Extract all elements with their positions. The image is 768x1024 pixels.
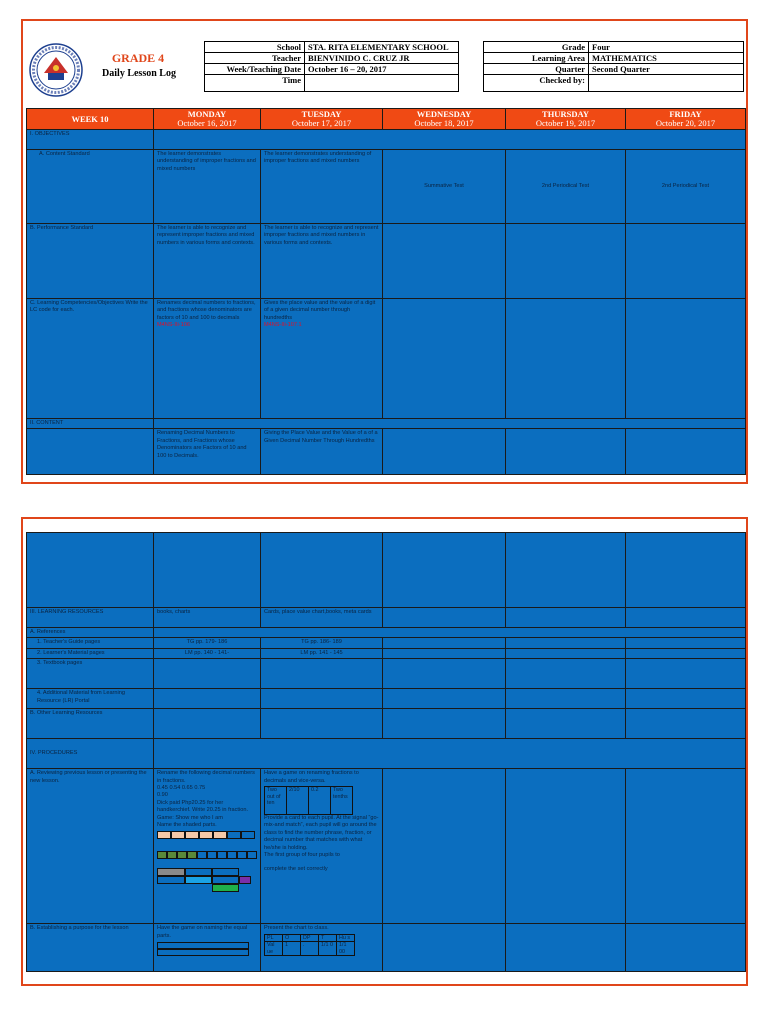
content-monday: Renaming Decimal Numbers to Fractions, and Fractions whose Denominators are Factors of 10 and 100 to Decimals. [154,429,261,475]
match-card: Two tenths [331,787,353,815]
shaded-parts-row-5 [212,884,257,892]
school-info-table [204,41,459,92]
purpose-wednesday [383,924,506,972]
review-line: Game: Show me who I am [157,814,223,821]
resources-tuesday: Cards, place value chart,books, meta cards [261,608,383,628]
purpose-text: Present the chart to class. [264,925,329,932]
competencies-wednesday [383,299,506,419]
shaded-parts-row-1 [157,831,257,839]
time-label: Time [205,75,305,92]
shaded-block [157,831,171,839]
unshaded-block [185,868,212,876]
day-name: WEDNESDAY [416,109,472,119]
review-instructions-2: The first group of four pupils to [264,852,340,859]
lm-pages-thursday [506,648,626,658]
match-card: 2/10 [287,787,309,815]
procedures-span-cell [154,739,746,769]
day-date: October 20, 2017 [655,118,716,128]
day-header-tuesday [261,109,383,130]
procedures-heading: IV. PROCEDURES [27,739,154,769]
tg-pages-label: 1. Teacher's Guide pages [27,638,154,648]
references-span-cell [154,628,746,638]
objectives-span-cell [154,130,746,150]
performance-standard-thursday [506,224,626,299]
other-resources-monday [154,709,261,739]
tg-pages-wednesday [383,638,506,648]
other-resources-label: B. Other Learning Resources [27,709,154,739]
textbook-wednesday [383,659,506,689]
review-line: Dick paid Php20.25 for her handkerchief. Write 20.25 in fraction. [157,799,248,814]
textbook-monday [154,659,261,689]
daily-lesson-log-title: Daily Lesson Log [102,68,176,79]
references-heading: A. References [27,628,154,638]
teacher-value: BIENVINIDO C. CRUZ JR [305,53,459,64]
lc-code: M4NS-IIi-107.1 [264,322,302,329]
content-standard-tuesday: The learner demonstrates understanding of improper fractions and mixed numbers [261,150,383,224]
content-tuesday: Giving the Place Value and the Value of a of a Given Decimal Number Through Hundredths [261,429,383,475]
unshaded-block [212,876,239,884]
lc-code: M4NS-IIi-106 [157,322,190,329]
unshaded-block [207,851,217,859]
content-wednesday [383,429,506,475]
review-intro: Have a game on renaming fractions to decimals and vice-versa. [264,770,359,784]
teacher-label: Teacher [205,53,305,64]
chart-value-cell: 1/1 00 [337,942,355,956]
equal-part-box [157,942,249,949]
week-label: WEEK 10 [27,109,154,130]
content-span-cell [154,419,746,429]
tg-pages-thursday [506,638,626,648]
day-date: October 17, 2017 [291,118,352,128]
lesson-grid-page-2 [26,532,746,972]
day-name: FRIDAY [669,109,702,119]
grade-label: Grade [484,42,589,53]
content-standard-friday: 2nd Periodical Test [626,150,746,224]
day-header-friday [626,109,746,130]
shaded-block [199,831,213,839]
competencies-friday [626,299,746,419]
performance-standard-label: B. Performance Standard [27,224,154,299]
equal-parts-boxes [157,942,257,949]
learning-resources-heading: III. LEARNING RESOURCES [27,608,154,628]
review-instructions: Provide a card to each pupil. At the signal “go-mix-and match”, each pupil will go around the class to find the number phrase, fraction, or decimal number that matches with what he/she is holding. [264,815,379,851]
checked-by-label: Checked by: [484,75,589,92]
day-header-wednesday [383,109,506,130]
chart-header-cell: O [283,934,301,942]
day-date: October 16, 2017 [177,118,237,128]
content-standard-monday: The learner demonstrates understanding of improper fractions and mixed numbers [154,150,261,224]
shaded-block [185,876,212,884]
purpose-friday [626,924,746,972]
review-line: Rename the following decimal numbers in fractions. [157,770,255,784]
shaded-block [213,831,227,839]
shaded-block [157,851,167,859]
day-header-thursday [506,109,626,130]
equal-parts-boxes [157,949,257,956]
continued-cell [154,533,261,608]
lr-portal-thursday [506,689,626,709]
grade-value: Four [589,42,744,53]
other-resources-friday [626,709,746,739]
purpose-monday [154,924,261,972]
grade-info-table [483,41,744,92]
unshaded-block [157,876,185,884]
review-line: 0.45 0.54 0.65 0.75 [157,785,206,792]
continued-cell [626,533,746,608]
shaded-block [157,868,185,876]
review-line: Name the shaded parts. [157,822,217,829]
review-monday [154,769,261,924]
school-value: STA. RITA ELEMENTARY SCHOOL [305,42,459,53]
shaded-block [239,876,251,884]
textbook-pages-label: 3. Textbook pages [27,659,154,689]
unshaded-block [217,851,227,859]
chart-header-cell: DP [301,934,319,942]
chart-header-cell: T [319,934,337,942]
performance-standard-tuesday: The learner is able to recognize and represent improper fractions and mixed numbers in various forms and contexts. [261,224,383,299]
content-thursday [506,429,626,475]
shaded-block [185,831,199,839]
other-resources-wednesday [383,709,506,739]
day-date: October 19, 2017 [535,118,596,128]
continued-cell [27,533,154,608]
purpose-label: B. Establishing a purpose for the lesson [27,924,154,972]
purpose-text: Have the game on naming the equal parts. [157,925,248,939]
content-standard-label: A. Content Standard [27,150,154,224]
competency-text: Renames decimal numbers to fractions, and fractions whose denominators are factors of 10 and 100 to decimals [157,300,256,321]
lr-portal-tuesday [261,689,383,709]
review-friday [626,769,746,924]
chart-value-cell: 1/1 0 [319,942,337,956]
shaded-block [212,884,239,892]
other-resources-thursday [506,709,626,739]
lm-pages-wednesday [383,648,506,658]
lesson-grid-page-1 [26,108,746,475]
review-wednesday [383,769,506,924]
shaded-block [187,851,197,859]
resources-friday [626,608,746,628]
match-card: Two out of ten [265,787,287,815]
day-name: THURSDAY [542,109,589,119]
tg-pages-friday [626,638,746,648]
unshaded-block [237,851,247,859]
day-name: TUESDAY [301,109,342,119]
content-friday [626,429,746,475]
competency-text: Gives the place value and the value of a digit of a given decimal number through hundredths [264,300,376,321]
place-value-chart [264,934,355,957]
match-card: 0.2 [309,787,331,815]
other-resources-tuesday [261,709,383,739]
content-heading: II. CONTENT [27,419,154,429]
checked-by-value [589,75,744,92]
tg-pages-tuesday: TG pp. 186- 189 [261,638,383,648]
unshaded-block [227,831,241,839]
lm-pages-tuesday: LM pp. 141 - 145 [261,648,383,658]
unshaded-block [227,851,237,859]
chart-header-cell: Hu s [337,934,355,942]
chart-value-cell: . [301,942,319,956]
equal-part-box [157,949,249,956]
shaded-parts-row-2 [157,851,257,859]
lr-portal-label: 4. Additional Material from Learning Resource (LR) Portal [27,689,154,709]
shaded-parts-row-3 [157,868,257,876]
content-standard-thursday: 2nd Periodical Test [506,150,626,224]
teaching-date-label: Week/Teaching Date [205,64,305,75]
textbook-thursday [506,659,626,689]
learning-area-label: Learning Area [484,53,589,64]
continued-cell [261,533,383,608]
purpose-tuesday [261,924,383,972]
textbook-friday [626,659,746,689]
resources-monday: books, charts [154,608,261,628]
resources-thursday [506,608,626,628]
lr-portal-friday [626,689,746,709]
lr-portal-monday [154,689,261,709]
time-value [305,75,459,92]
shaded-parts-row-4 [157,876,257,884]
content-label-empty [27,429,154,475]
school-label: School [205,42,305,53]
learning-area-value: MATHEMATICS [589,53,744,64]
performance-standard-monday: The learner is able to recognize and represent improper fractions and mixed numbers in various forms and contexts. [154,224,261,299]
quarter-value: Second Quarter [589,64,744,75]
chart-value-cell: Val ue [265,942,283,956]
lr-portal-wednesday [383,689,506,709]
lesson-log-page-1 [21,19,748,484]
continued-cell [506,533,626,608]
teaching-date-value: October 16 – 20, 2017 [305,64,459,75]
review-line: 0.90 [157,792,168,799]
competencies-label: C. Learning Competencies/Objectives Write the LC code for each. [27,299,154,419]
resources-wednesday [383,608,506,628]
grade-title: GRADE 4 [111,51,165,65]
objectives-heading: I. OBJECTIVES [27,130,154,150]
competencies-monday [154,299,261,419]
unshaded-block [241,831,255,839]
lm-pages-monday: LM pp. 140 - 141- [154,648,261,658]
match-cards-table [264,786,353,815]
day-header-monday [154,109,261,130]
content-standard-wednesday: Summative Test [383,150,506,224]
continued-cell [383,533,506,608]
purpose-thursday [506,924,626,972]
unshaded-block [212,868,239,876]
textbook-tuesday [261,659,383,689]
day-date: October 18, 2017 [414,118,474,128]
review-instructions-3: complete the set correctly [264,866,328,873]
chart-value-cell: 1 [283,942,301,956]
shaded-block [177,851,187,859]
tg-pages-monday: TG pp. 179- 186 [154,638,261,648]
unshaded-block [247,851,257,859]
shaded-block [171,831,185,839]
lesson-log-page-2 [21,517,748,986]
unshaded-block [197,851,207,859]
performance-standard-friday [626,224,746,299]
shaded-block [167,851,177,859]
competencies-tuesday [261,299,383,419]
review-thursday [506,769,626,924]
review-tuesday [261,769,383,924]
chart-header-cell: PL [265,934,283,942]
review-label: A. Reviewing previous lesson or presenting the new lesson. [27,769,154,924]
lm-pages-label: 2. Learner's Material pages [27,648,154,658]
deped-seal-logo [29,43,83,97]
competencies-thursday [506,299,626,419]
lm-pages-friday [626,648,746,658]
performance-standard-wednesday [383,224,506,299]
day-name: MONDAY [187,109,227,119]
quarter-label: Quarter [484,64,589,75]
